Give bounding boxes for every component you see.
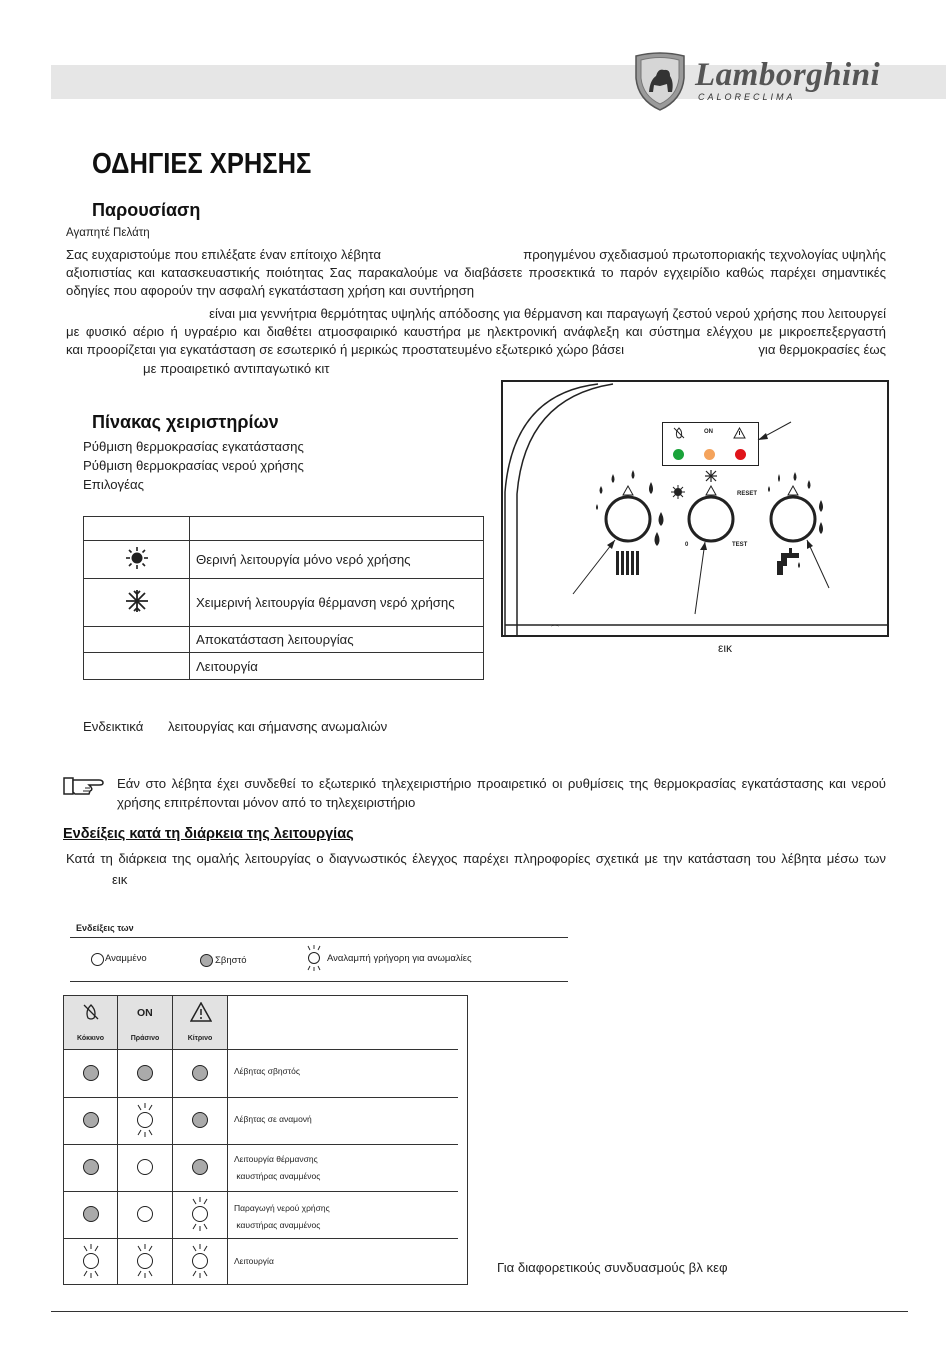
flame-off-icon [673,427,685,439]
legend-off-led [200,954,213,967]
presentation-para2-line4: με προαιρετικό αντιπαγωτικό κιτ [143,361,330,376]
led-state-off [133,1053,157,1093]
flame-off-icon [82,1003,100,1021]
presentation-para1-line2: αξιοπιστίας και κατασκευαστικής ποιότητας Σας παρακαλούμε να διαβάσετε προσεκτικά το παρόν εγχειρίδιο καθώς παρέχει σημαντικές [66,265,886,280]
row3-text-line2: καυστήρας αναμμένος [234,1171,321,1181]
led-state-blink [133,1100,157,1140]
controls-table [83,516,484,680]
led-state-blink [188,1194,212,1234]
yellow-header-name: Κίτρινο [187,1035,213,1042]
presentation-para1-line1b: προηγμένου σχεδιασμού πρωτοποριακής τεχνολογίας υψηλής [523,247,886,262]
controls-item-1: Ρύθμιση θερμοκρασίας εγκατάστασης [83,439,304,454]
led-state-off [188,1100,212,1140]
table-cell: Αποκατάσταση λειτουργίας [190,627,484,653]
row4-text-line1: Παραγωγή νερού χρήσης [234,1203,330,1213]
col-divider [227,995,228,1285]
row-divider [63,1144,458,1145]
table-cell [84,541,190,579]
presentation-para2-line2: με φυσικό αέριο ή υγραέριο και διαθέτει ατμοσφαιρικό καυστήρα με ηλεκτρονική ανάφλεξη και σύστημα ελέγχου με μικροεπεξεργαστή [66,324,886,339]
table-cell [84,517,190,541]
test-label: TEST [732,542,748,548]
radiator-icon [616,551,639,575]
zero-label: 0 [685,542,689,548]
row3-text-line1: Λειτουργία θέρμανσης [234,1154,318,1164]
row-divider [63,1049,458,1050]
note-line1: Εάν στο λέβητα έχει συνδεθεί το εξωτερικό τηλεχειριστήριο προαιρετικό οι ρυθμίσεις της θερμοκρασίας εγκατάστασης και νερού [117,776,886,791]
operation-line1: Κατά τη διάρκεια της ομαλής λειτουργίας ο διαγνωστικός έλεγχος παρέχει πληροφορίες σχετικά με την κατάσταση του λέβητα μέσω των [66,851,886,866]
page-title: ΟΔΗΓΙΕΣ ΧΡΗΣΗΣ [92,148,312,180]
warning-icon [190,1002,212,1022]
row4-text-line2: καυστήρας αναμμένος [234,1220,321,1230]
presentation-para2-line3a: και προορίζεται για εγκατάσταση σε εσωτερικό ή μερικώς προστατευμένο εξωτερικό χώρο βάσει [66,342,625,357]
presentation-heading: Παρουσίαση [92,200,201,220]
svg-text:⌒: ⌒ [551,625,559,634]
row-divider [63,1238,458,1239]
green-header-name: Πράσινο [130,1035,160,1042]
led-state-off [188,1147,212,1187]
led-state-off [79,1147,103,1187]
brand-logo-text: Lamborghini [695,57,881,93]
footer-rule [51,1311,908,1312]
table-cell [84,627,190,653]
footer-reference-text: Για διαφορετικούς συνδυασμούς βλ κεφ [497,1260,728,1275]
presentation-para2-line3b: για θερμοκρασίες έως [758,342,886,357]
table-cell [190,517,484,541]
orange-led [704,449,715,460]
presentation-para2-line1: είναι μια γεννήτρια θερμότητας υψηλής απόδοσης για θέρμανση και παραγωγή ζεστού νερού χρήσης που λειτουργεί [209,306,886,321]
legend-off-label: Σβηστό [215,955,247,966]
led-state-blink [188,1241,212,1281]
controls-heading: Πίνακας χειριστηρίων [92,412,279,432]
red-led [735,449,746,460]
led-state-blink [79,1241,103,1281]
led-state-on [133,1147,157,1187]
led-state-off [79,1194,103,1234]
brand-logo-subtext: CALORECLIMA [698,92,796,102]
note-line2: χρήσης επιτρέπονται μόνον από το τηλεχειριστήριο [117,795,416,810]
table-row [84,627,484,653]
salutation: Αγαπητέ Πελάτη [66,227,150,239]
controls-item-2: Ρύθμιση θερμοκρασίας νερού χρήσης [83,458,304,473]
legend-on-label: Αναμμένο [105,953,147,964]
control-panel-figure [501,380,889,637]
led-state-on [133,1194,157,1234]
table-cell: Χειμερινή λειτουργία θέρμανση νερό χρήσης [190,579,484,627]
led-on-label: ON [704,429,713,435]
led-state-off [79,1053,103,1093]
red-header-name: Κόκκινο [76,1035,105,1042]
row5-text: Λειτουργία [234,1256,274,1266]
tap-icon [777,548,800,575]
legend-title: Ενδείξεις των [76,923,134,933]
led-state-off [188,1053,212,1093]
table-cell [84,579,190,627]
legend-on-led [91,953,104,966]
row1-text: Λέβητας σβηστός [234,1066,300,1076]
legend-bottom-rule [70,981,568,982]
table-cell [84,653,190,680]
sun-icon [126,547,148,569]
indicators-label: Ενδεικτικά [83,719,144,734]
control-panel-drawing [503,382,887,635]
table-row [84,517,484,541]
on-header-label: ON [137,1007,153,1019]
led-indicator-box [662,422,759,466]
warning-icon [733,427,746,439]
bull-shield-logo-icon [632,52,688,112]
table-row [84,653,484,680]
operation-heading: Ενδείξεις κατά τη διάρκεια της λειτουργίας [63,826,354,842]
table-cell: Θερινή λειτουργία μόνο νερό χρήσης [190,541,484,579]
legend-blink-label: Αναλαμπή γρήγορη για ανωμαλίες [327,953,472,964]
led-state-off [79,1100,103,1140]
row-divider [63,1191,458,1192]
row-divider [63,1097,458,1098]
presentation-para1-line3: οδηγίες που αφορούν την ασφαλή εγκατάσταση χρήση και συντήρηση [66,283,475,298]
legend-blink-led-icon [305,944,323,972]
table-cell: Λειτουργία [190,653,484,680]
table-row [84,541,484,579]
led-state-blink [133,1241,157,1281]
indicators-text: λειτουργίας και σήμανσης ανωμαλιών [168,719,388,734]
legend-top-rule [70,937,568,938]
presentation-para1-line1a: Σας ευχαριστούμε που επιλέξατε έναν επίτοιχο λέβητα [66,247,381,262]
green-led [673,449,684,460]
figure-caption: εικ [718,641,733,655]
row2-text: Λέβητας σε αναμονή [234,1114,312,1124]
snowflake-icon [125,589,149,613]
controls-item-3: Επιλογέας [83,477,145,492]
pointing-hand-icon [63,774,105,798]
operation-line2: εικ [112,872,128,887]
table-row [84,579,484,627]
reset-label: RESET [737,491,758,497]
